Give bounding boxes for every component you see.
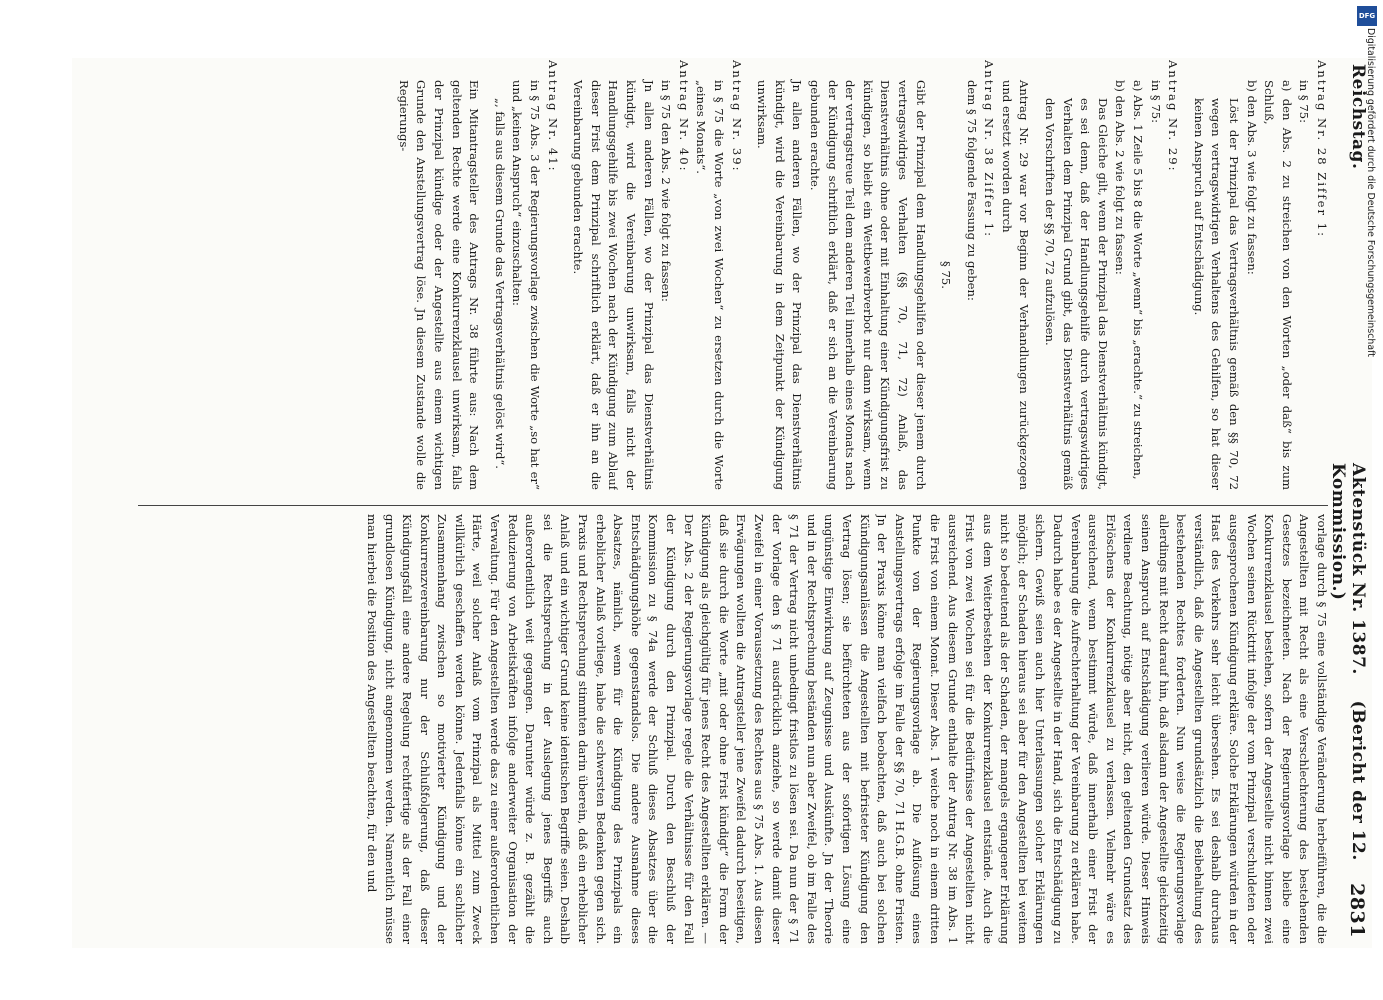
paragraph: Löst der Prinzipal das Vertragsverhältnis gemäß den §§ 70, 72 wegen vertragswidrigen Verhaltens des Gehilfen, so hat dieser keinen Anspruch auf Entschädigung. (1191, 98, 1242, 490)
paragraph: Jn allen anderen Fällen, wo der Prinzipal das Dienstverhältnis kündigt, wird die Vereinbarung unwirksam, falls nicht der Handlungsgehilfe bis zwei Wochen nach der Kündigung zum Ablauf dieser Frist dem Prinzipal schriftlich erklärt, daß er ihn an die Vereinbarung gebunden erachte. (571, 80, 656, 490)
paragraph: Antrag Nr. 29 war vor Beginn der Verhandlungen zurückgezogen und ersetzt worden durch (999, 80, 1032, 490)
page-number: 2831 (1346, 883, 1368, 938)
paragraph: in § 75: (1148, 80, 1163, 124)
paragraph: a) Abs. 1 Zeile 5 bis 8 die Worte „wenn“ bis „erachte.“ zu streichen, (1131, 80, 1146, 480)
paragraph: in § 75 den Abs. 2 wie folgt zu fassen: (659, 80, 674, 302)
paragraph: in § 75: (1297, 80, 1312, 124)
paragraph: in § 75 die Worte „von zwei Wochen“ zu ersetzen durch die Worte „eines Monats“. (694, 80, 726, 490)
header-report: (Bericht der 12. Kommission.) (1328, 463, 1368, 861)
paragraph: Jn allen anderen Fällen, wo der Prinzipal das Dienstverhältnis kündigt, wird die Vereinbarung in dem Zeitpunkt der Kündigung unwirksam. (755, 80, 805, 490)
scanned-page (72, 58, 1372, 948)
paragraph: dem § 75 folgende Fassung zu geben: (964, 80, 979, 301)
paragraph: b) den Abs. 2 wie folgt zu fassen: (1113, 80, 1128, 275)
section-heading: § 75. (939, 261, 954, 289)
paragraph: b) den Abs. 3 wie folgt zu fassen: (1244, 80, 1259, 275)
paragraph: in § 75 Abs. 3 der Regierungsvorlage zwischen die Worte „so hat er“ und „keinen Anspruch“ einzuschalten: (510, 80, 543, 490)
dfg-logo: DFG (1357, 6, 1377, 26)
paragraph: Antrag Nr. 28 Ziffer 1: (1315, 60, 1329, 238)
left-column (135, 60, 1330, 490)
paragraph: Antrag Nr. 41: (545, 60, 560, 173)
paragraph: Antrag Nr. 40: (676, 60, 691, 173)
right-column (135, 514, 1330, 944)
header-left: Reichstag. (1348, 64, 1368, 170)
paragraph: Ein Mitantragsteller des Antrags Nr. 38 führte aus: Nach dem geltenden Rechte werde eine Konkurrenzklausel unwirksam, falls der Prinzipal kündige oder der Angestellte aus einem wichtigen Grunde den Anstellungsvertrag löse. Jn diesem Zustande wolle die Regierungs- (396, 80, 482, 490)
paragraph: „, falls aus diesem Grunde das Vertragsverhältnis gelöst wird“. (492, 98, 507, 469)
column-divider (138, 505, 1328, 506)
rotated-document (132, 58, 1372, 948)
paragraph: a) den Abs. 2 zu streichen von den Worten „oder daß“ bis zum Schluß, (1262, 80, 1294, 490)
header-document-number: Aktenstück Nr. 1387. (1348, 463, 1368, 675)
paragraph: Gibt der Prinzipal dem Handlungsgehilfen oder dieser jenem durch vertragswidriges Verhalten (§§ 70, 71, 72) Anlaß, das Dienstverhältnis ohne oder mit Einhaltung einer Kündigungsfrist zu kündigen, so bleibt ein Wettbewerbverbot nur dann wirksam, wenn der vertragstreue Teil dem anderen Teil innerhalb eines Monats nach der Kündigung schriftlich erklärt, daß er sich an die Vereinbarung gebunden erachte. (807, 80, 928, 490)
paragraph: Antrag Nr. 39: (729, 60, 744, 173)
paragraph: Das Gleiche gilt, wenn der Prinzipal das Dienstverhältnis kündigt, es sei denn, daß der Handlungsgehilfe durch vertragswidriges Verhalten dem Prinzipal Grund gibt, das Dienstverhältnis gemäß den Vorschriften der §§ 70, 72 aufzulösen. (1043, 98, 1110, 490)
digitization-note: Digitalisierung gefördert durch die Deutsche Forschungsgemeinschaft (1365, 28, 1376, 357)
paragraph: vorlage durch § 75 eine vollständige Veränderung herbeiführen, die die Angestellten mit Recht als eine Verschlechterung des bestehenden Gesetzes bezeichneten. Nach der Regierungsvorlage bleibe eine Konkurrenzklausel bestehen, sofern der Angestellte nicht binnen zwei Wochen seinen Rücktritt infolge der vom Prinzipal verschuldeten oder ausgesprochenen Kündigung erkläre. Solche Erklärungen würden in der Hast des Verkehrs sehr leicht übersehen. Es sei deshalb durchaus verständlich, daß die Angestellten grundsätzlich die Beibehaltung des bestehenden Rechtes forderten. Nun weise die Regierungsvorlage allerdings mit Recht darauf hin, daß alsdann der Angestellte gleichzeitig seinen Anspruch auf Entschädigung verlieren würde. Dieser Hinweis verdiene Beachtung, nötige aber nicht, den geltenden Grundsatz des Erlöschens der Konkurrenzklausel zu verlassen. Vielmehr wäre es ausreichend, wenn bestimmt würde, daß innerhalb einer Frist der Vereinbarung die Aufrechterhaltung der Vereinbarung zu erklären habe. Dadurch habe es der Angestellte in der Hand, sich die Entschädigung zu sichern. Gewiß seien auch hier Unterlassungen solcher Erklärungen möglich; der Schaden hieraus sei aber für den Angestellten bei weitem nicht so bedeutend als der Schaden, der mangels ergangener Erklärung aus dem Weiterbestehen der Konkurrenzklausel entstände. Auch die Frist von zwei Wochen sei für die Bedürfnisse der Angestellten nicht ausreichend. Aus diesem Grunde enthalte der Antrag Nr. 38 im Abs. 1 die Frist von einem Monat. Dieser Abs. 1 weiche noch in einem dritten Punkte von der Regierungsvorlage ab. Die Auflösung eines Anstellungsvertrags erfolge im Falle der §§ 70, 71 H.G.B. ohne Fristen. Jn der Praxis könne man vielfach beobachten, daß auch bei solchen Kündigungsanlässen die Angestellten mit befristeter Kündigung den Vertrag lösen; sie befürchteten aus der sofortigen Lösung eine ungünstige Einwirkung auf Zeugnisse und Auskünfte. Jn der Theorie und in der Rechtsprechung beständen nun aber Zweifel, ob im Falle des § 71 der Vertrag nicht unbedingt fristlos zu lösen sei. Da nun der § 71 der Vorlage den § 71 ausdrücklich anziehe, so werde damit dieser Zweifel in einer Voraussetzung des Rechtes aus § 75 Abs. 1. Aus diesen Erwägungen wollten die Antragsteller jene Zweifel dadurch beseitigen, daß sie durch die Worte „mit oder ohne Frist kündigt“ die Form der Kündigung als gleichgültig für jenes Recht des Angestellten erklären. — Der Abs. 2 der Regierungsvorlage regele die Verhältnisse für den Fall der Kündigung durch den Prinzipal. Durch den Beschluß der Kommission zu § 74a werde der Schluß dieses Absatzes über die Entschädigungshöhe gegenstandslos. Die andere Ausnahme dieses Absatzes, nämlich, wenn für die Kündigung des Prinzipals ein erheblicher Anlaß vorliege, habe die schwersten Bedenken gegen sich. Praxis und Rechtsprechung stimmten darin überein, daß ein erheblicher Anlaß und ein wichtiger Grund keine identischen Begriffe seien. Deshalb sei die Rechtsprechung in der Auslegung jenes Begriffs auch außerordentlich weit gegangen. Darunter würde z. B. gezählt die Reduzierung von Arbeitskräften infolge anderweiter Organisation der Verwaltung. Für den Angestellten werde das zu einer außerordentlichen Härte, weil solcher Anlaß vom Prinzipal als Mittel zum Zweck willkürlich geschaffen werden könne. Jedenfalls könne ein sachlicher Zusammenhang zwischen so motivierter Kündigung und der Konkurrenzvereinbarung nur der Schlußfolgerung, daß dieser Kündigungsfall eine andere Regelung rechtfertige als der Fall einer grundlosen Kündigung, nicht angenommen werden. Namentlich müsse man hierbei die Position des Angestellten beachten, für den und (364, 514, 1329, 944)
paragraph: Antrag Nr. 38 Ziffer 1: (982, 60, 997, 238)
paragraph: Antrag Nr. 29: (1166, 60, 1181, 173)
